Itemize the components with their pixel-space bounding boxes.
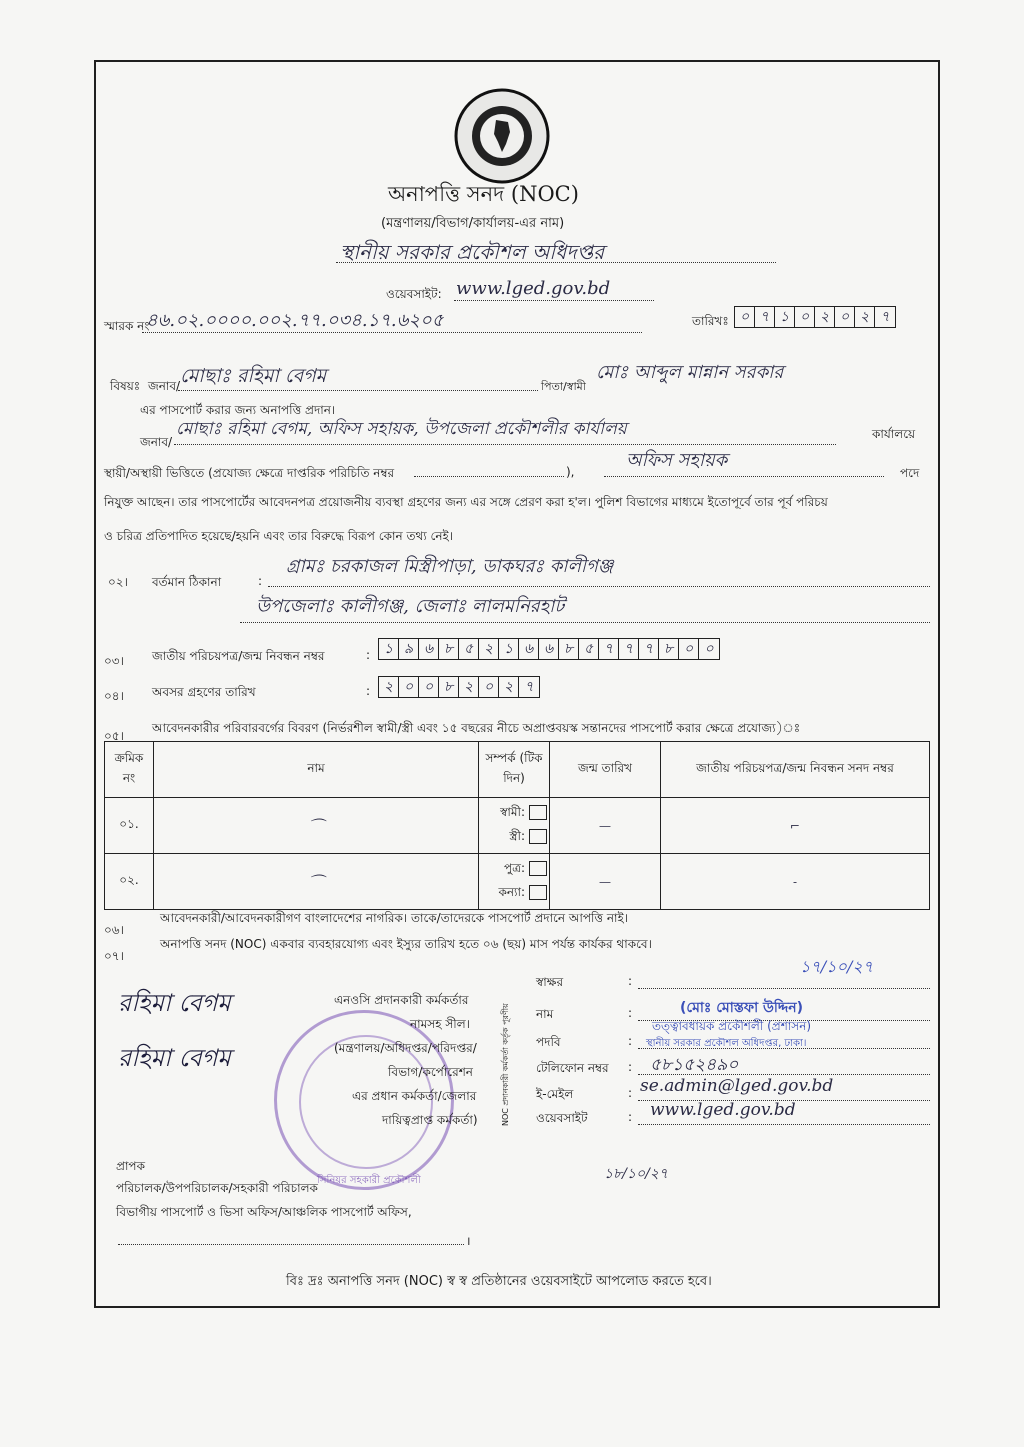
item-07-text: অনাপত্তি সনদ (NOC) একবার ব্যবহারযোগ্য এবং ইস্যুর তারিখ হতে ০৬ (ছয়) মাস পর্যন্ত কার্যকর থাকবে। xyxy=(160,937,652,951)
officer-designation-2: স্থানীয় সরকার প্রকৌশল অধিদপ্তর, ঢাকা। xyxy=(646,1038,807,1049)
retirement-digit-box: ০ xyxy=(419,677,439,697)
item-04-number: ০৪। xyxy=(104,689,124,703)
date-digit-box: ০ xyxy=(795,307,815,327)
item-03-label: জাতীয় পরিচয়পত্র/জন্ম নিবন্ধন নম্বর xyxy=(152,649,325,663)
recipient-end: । xyxy=(466,1234,471,1248)
retirement-digit-box: ০ xyxy=(399,677,419,697)
item-05-number: ০৫। xyxy=(104,729,124,743)
nid-digit-box: ১ xyxy=(499,639,519,659)
item-06-text: আবেদনকারী/আবেদনকারীগণ বাংলাদেশের নাগরিক। তাকে/তাদেরকে পাসপোর্ট প্রদানে আপত্তি নাই। xyxy=(160,911,629,925)
subject-label: বিষয়ঃ xyxy=(110,379,141,393)
colon: : xyxy=(258,574,263,588)
item-02-number: ০২। xyxy=(108,575,128,589)
colon: : xyxy=(628,1060,633,1074)
left-block-2: নামসহ সীল। xyxy=(410,1017,470,1031)
family-table xyxy=(104,741,930,910)
retirement-digit-box: ৮ xyxy=(439,677,459,697)
office-name-line xyxy=(336,262,776,263)
date-boxes xyxy=(734,306,896,328)
post-label: পদে xyxy=(900,466,920,480)
colon: : xyxy=(628,1086,633,1100)
nid-digit-box: ০ xyxy=(679,639,699,659)
row-name: ⌒ xyxy=(154,798,479,854)
left-block-1: এনওসি প্রদানকারী কর্মকর্তার xyxy=(334,993,469,1007)
item-07-number: ০৭। xyxy=(104,949,124,963)
nid-digit-box: ৯ xyxy=(399,639,419,659)
item-05-label: আবেদনকারীর পরিবারবর্গের বিবরণ (নির্ভরশীল স্বামী/স্ত্রী এবং ১৫ বছরের নীচে অপ্রাপ্তবয়স্ক সন্তানদের পাসপোর্ট করার ক্ষেত্রে প্রযোজ্য)ঃ xyxy=(152,721,801,735)
daughter-checkbox[interactable] xyxy=(529,885,547,900)
memo-line xyxy=(142,332,642,333)
nid-digit-box: ৭ xyxy=(639,639,659,659)
address-line-2-rule xyxy=(240,622,930,623)
website-value: www.lged.gov.bd xyxy=(456,278,611,299)
recipient-label: প্রাপক xyxy=(116,1159,145,1173)
permanent-label: স্থায়ী/অস্থায়ী ভিত্তিতে (প্রযোজ্য ক্ষেত্রে দাপ্তরিক পরিচিতি নম্বর xyxy=(104,466,395,480)
retirement-digit-box: ০ xyxy=(479,677,499,697)
nid-digit-box: ৭ xyxy=(599,639,619,659)
memo-label: স্মারক নং xyxy=(104,319,150,333)
website-label: ওয়েবসাইট: xyxy=(386,287,442,301)
label-designation: পদবি xyxy=(536,1035,561,1049)
father-label: পিতা/স্বামী xyxy=(541,380,586,393)
row-birthdate: — xyxy=(550,798,661,854)
nid-digit-box: ৬ xyxy=(419,639,439,659)
wife-checkbox[interactable] xyxy=(529,829,547,844)
nid-digit-box: ০ xyxy=(704,641,714,657)
col-relation: সম্পর্ক (টিক দিন) xyxy=(479,742,550,798)
son-checkbox[interactable] xyxy=(529,861,547,876)
document-title: অনাপত্তি সনদ (NOC) xyxy=(388,182,579,206)
applicant-signature-2: রহিমা বেগম xyxy=(118,1044,231,1072)
website-value-2: www.lged.gov.bd xyxy=(650,1100,796,1120)
footer-note: বিঃ দ্রঃ অনাপত্তি সনদ (NOC) স্ব স্ব প্রতিষ্ঠানের ওয়েবসাইটে আপলোড করতে হবে। xyxy=(286,1274,712,1289)
date-digit-box: ২ xyxy=(855,307,875,327)
item-04-label: অবসর গ্রহণের তারিখ xyxy=(152,685,256,699)
office-name: স্থানীয় সরকার প্রকৌশল অধিদপ্তর xyxy=(340,240,605,264)
nid-digit-box: ৭ xyxy=(619,639,639,659)
nid-boxes xyxy=(378,638,720,660)
nid-digit-box: ৮ xyxy=(439,639,459,659)
label-name: নাম xyxy=(536,1007,554,1021)
label-signature: স্বাক্ষর xyxy=(536,975,564,989)
nid-digit-box: ৫ xyxy=(579,639,599,659)
colon: : xyxy=(628,1034,633,1048)
colon: : xyxy=(366,648,371,662)
recipient-line-1: পরিচালক/উপপরিচালক/সহকারী পরিচালক xyxy=(116,1181,318,1195)
retirement-digit-box: ২ xyxy=(379,677,399,697)
table-row xyxy=(105,854,930,910)
date-digit-box: ৭ xyxy=(880,309,890,325)
nid-digit-box: ৬ xyxy=(519,639,539,659)
item-02-label: বর্তমান ঠিকানা xyxy=(152,575,222,589)
row-name: ⌒ xyxy=(154,854,479,910)
left-block-6: দায়িত্বপ্রাপ্ত কর্মকর্তা) xyxy=(382,1113,478,1127)
retirement-digit-box: ২ xyxy=(499,677,519,697)
website-line-2 xyxy=(638,1124,930,1125)
officer-name: (মোঃ মোস্তফা উদ্দিন) xyxy=(680,1000,804,1016)
colon: : xyxy=(366,684,371,698)
official-id-line xyxy=(414,476,564,477)
row-nid: - xyxy=(661,854,930,910)
item-06-number: ০৬। xyxy=(104,923,124,937)
nid-digit-box: ২ xyxy=(479,639,499,659)
nid-digit-box: ৫ xyxy=(459,639,479,659)
applicant-name-line xyxy=(178,390,538,391)
row-serial: ০১. xyxy=(105,798,154,854)
col-nid: জাতীয় পরিচয়পত্র/জন্ম নিবন্ধন সনদ নম্বর xyxy=(661,742,930,798)
relation-son-label: পুত্র: xyxy=(503,860,525,875)
nid-digit-box: ৮ xyxy=(559,639,579,659)
retirement-date-boxes xyxy=(378,676,540,698)
applicant-signature-1: রহিমা বেগম xyxy=(118,989,231,1017)
post-value: অফিস সহায়ক xyxy=(626,450,728,471)
memo-value: ৪৬.০২.০০০০.০০২.৭৭.০৩৪.১৭.৬২০৫ xyxy=(146,310,444,331)
phone-value: ৫৮১৫২৪৯০ xyxy=(650,1055,739,1075)
colon: : xyxy=(628,1006,633,1020)
relation-husband-label: স্বামী: xyxy=(500,804,525,819)
row-relation xyxy=(479,854,550,910)
office-label: কার্যালয়ে xyxy=(872,427,916,441)
date-digit-box: ০ xyxy=(835,307,855,327)
stamp-label: সিনিয়র সহকারী প্রকৌশলী xyxy=(317,1175,421,1186)
date-digit-box: ৭ xyxy=(755,307,775,327)
row-nid: ⌐ xyxy=(661,798,930,854)
colon: : xyxy=(628,1110,633,1124)
sign-date: ১৭/১০/২৭ xyxy=(800,957,874,976)
applicant-detail-line xyxy=(174,444,836,445)
row-relation xyxy=(479,798,550,854)
passport-line: এর পাসপোর্ট করার জন্য অনাপত্তি প্রদান। xyxy=(140,403,336,417)
date-digit-box: ০ xyxy=(735,307,755,327)
col-birthdate: জন্ম তারিখ xyxy=(550,742,661,798)
mr2-label: জনাব/ xyxy=(140,435,173,449)
initial-date: ১৮/১০/২৭ xyxy=(604,1166,668,1182)
left-block-4: বিভাগ/কর্পোরেশন xyxy=(388,1065,473,1079)
label-email: ই-মেইল xyxy=(536,1087,574,1101)
item-03-number: ০৩। xyxy=(104,654,124,668)
col-name: নাম xyxy=(154,742,479,798)
applicant-detail: মোছাঃ রহিমা বেগম, অফিস সহায়ক, উপজেলা প্রকৌশলীর কার্যালয় xyxy=(176,419,627,439)
left-block-3: (মন্ত্রণালয়/অধিদপ্তর/পরিদপ্তর/ xyxy=(334,1041,477,1055)
date-digit-box: ২ xyxy=(815,307,835,327)
colon: : xyxy=(628,974,633,988)
signature-line xyxy=(638,988,930,989)
relation-daughter-label: কন্যা: xyxy=(498,884,525,899)
nid-digit-box: ৮ xyxy=(659,639,679,659)
recipient-line-3 xyxy=(118,1244,464,1245)
paragraph-2: নিযুক্ত আছেন। তার পাসপোর্টের আবেদনপত্র প্রয়োজনীয় ব্যবস্থা গ্রহণের জন্য এর সঙ্গে প্রেরণ করা হ'ল। পুলিশ বিভাগের মাধ্যমে ইতোপূর্বে তার পূর্ব পরিচয় xyxy=(104,495,828,509)
nid-digit-box: ৬ xyxy=(539,639,559,659)
label-phone: টেলিফোন নম্বর xyxy=(536,1061,609,1075)
paren-close: ), xyxy=(566,465,575,479)
retirement-digit-box: ২ xyxy=(459,677,479,697)
address-line-2: উপজেলাঃ কালীগঞ্জ, জেলাঃ লালমনিরহাট xyxy=(256,596,565,617)
applicant-name: মোছাঃ রহিমা বেগম xyxy=(180,365,327,387)
row-birthdate: — xyxy=(550,854,661,910)
email-value: se.admin@lged.gov.bd xyxy=(640,1076,834,1096)
mr-label: জনাব/ xyxy=(148,379,181,393)
row-serial: ০২. xyxy=(105,854,154,910)
retirement-digit-box: ৭ xyxy=(524,679,534,695)
father-name: মোঃ আব্দুল মান্নান সরকার xyxy=(596,362,784,383)
husband-checkbox[interactable] xyxy=(529,805,547,820)
subtitle: (মন্ত্রণালয়/বিভাগ/কার্যালয়-এর নাম) xyxy=(381,216,565,231)
date-label: তারিখঃ xyxy=(692,314,729,328)
post-line xyxy=(604,476,884,477)
date-digit-box: ১ xyxy=(775,307,795,327)
label-website: ওয়েবসাইট xyxy=(536,1111,588,1125)
officer-designation: তত্ত্বাবধায়ক প্রকৌশলী (প্রশাসন) xyxy=(652,1019,812,1033)
col-serial: ক্রমিক নং xyxy=(105,742,154,798)
government-seal-icon xyxy=(452,86,552,186)
address-line-1-rule xyxy=(268,586,930,587)
relation-wife-label: স্ত্রী: xyxy=(509,828,525,843)
vertical-note: NOC প্রদানকারী কর্মকর্তা কর্তৃক পূরণীয় xyxy=(501,1003,510,1126)
nid-digit-box: ১ xyxy=(379,639,399,659)
left-block-5: এর প্রধান কর্মকর্তা/জেলার xyxy=(352,1089,477,1103)
paragraph-3: ও চরিত্র প্রতিপাদিত হয়েছে/হয়নি এবং তার বিরুদ্ধে বিরূপ কোন তথ্য নেই। xyxy=(104,529,454,543)
address-line-1: গ্রামঃ চরকাজল মিস্ত্রীপাড়া, ডাকঘরঃ কালীগঞ্জ xyxy=(286,556,614,577)
recipient-line-2: বিভাগীয় পাসপোর্ট ও ভিসা অফিস/আঞ্চলিক পাসপোর্ট অফিস, xyxy=(116,1205,412,1219)
website-line xyxy=(454,300,654,301)
table-row xyxy=(105,798,930,854)
